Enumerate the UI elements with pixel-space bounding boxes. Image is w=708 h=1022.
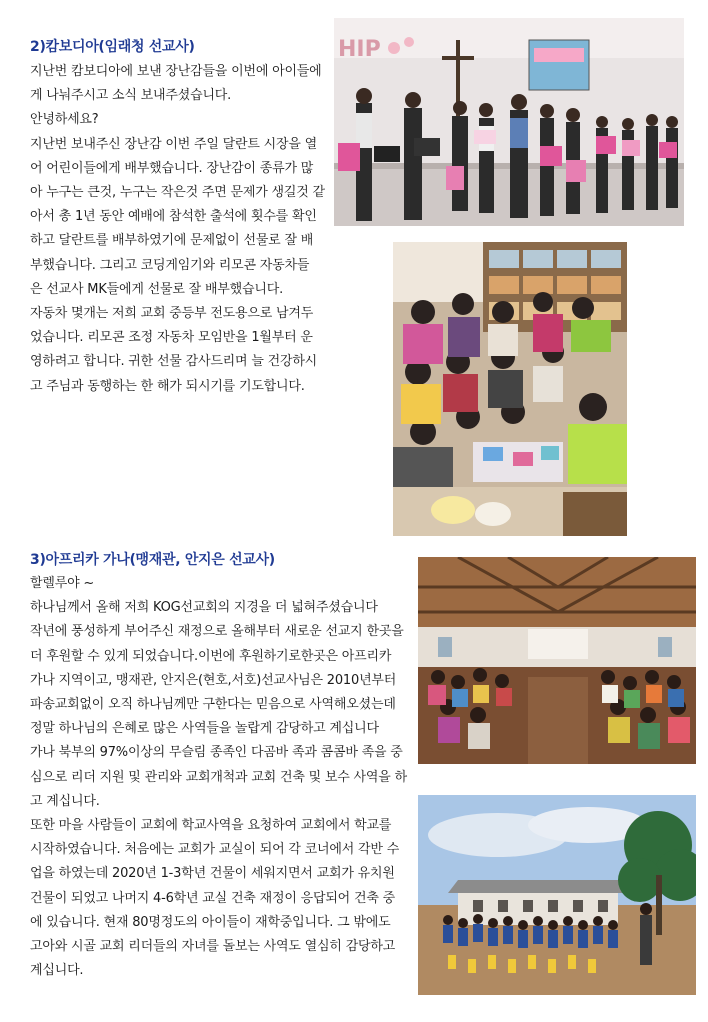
ghana-line: 가나 지역이고, 맹재관, 안지은(현호,서호)선교사님은 2010년부터	[30, 672, 397, 688]
section-heading-ghana: 3)아프리카 가나(맹재관, 안지은 선교사)	[30, 552, 275, 568]
cambodia-line: 안녕하세요?	[30, 112, 99, 128]
cambodia-line: 아서 총 1년 동안 예배에 참석한 출석에 횟수를 확인	[30, 209, 317, 225]
ghana-line: 고 계십니다.	[30, 793, 100, 809]
ghana-line: 시작하였습니다. 처음에는 교회가 교실이 되어 각 코너에서 각반 수	[30, 842, 400, 858]
ghana-line: 할렐루야 ~	[30, 576, 95, 591]
cambodia-line: 은 선교사 MK들에게 선물로 잘 배부했습니다.	[30, 281, 284, 297]
ghana-line: 작년에 풍성하게 부어주신 재정으로 올해부터 새로운 선교지 한곳을	[30, 624, 404, 640]
ghana-body-text	[30, 572, 407, 983]
ghana-line: 더 후원할 수 있게 되었습니다.이번에 후원하기로한곳은 아프리카	[30, 648, 392, 664]
cambodia-line: 부했습니다. 그리고 코딩게임기와 리모콘 자동차들	[30, 257, 310, 273]
cambodia-line: 게 나눠주시고 소식 보내주셨습니다.	[30, 88, 232, 104]
school-outdoor-photo	[418, 795, 696, 995]
cambodia-line: 자동차 몇개는 저희 교회 중등부 전도용으로 남겨두	[30, 306, 314, 322]
ghana-line: 에 있습니다. 현재 80명정도의 아이들이 재학중입니다. 그 밖에도	[30, 914, 391, 930]
ghana-line: 가나 북부의 97%이상의 무슬림 종족인 다곰바 족과 콤콤바 족을 중	[30, 745, 403, 761]
banner-text: HIP	[338, 37, 381, 62]
ghana-line: 정말 하나님의 은혜로 많은 사역들을 놀랍게 감당하고 계십니다	[30, 721, 379, 737]
cambodia-line: 아 누구는 큰것, 누구는 작은것 주면 문제가 생길것 같	[30, 185, 325, 201]
cambodia-body-text	[30, 60, 325, 399]
cambodia-line: 영하려고 합니다. 귀한 선물 감사드리며 늘 건강하시	[30, 354, 318, 370]
ghana-line: 파송교회없이 오직 하나님께만 구한다는 믿음으로 사역해오셨는데	[30, 697, 396, 713]
cambodia-line: 하고 달란트를 배부하였기에 문제없이 선물로 잘 배	[30, 233, 314, 249]
church-interior-photo	[418, 557, 696, 764]
ghana-line: 고아와 시골 교회 리더들의 자녀를 돌보는 사역도 열심히 감당하고	[30, 939, 396, 955]
cambodia-line: 지난번 보내주신 장난감 이번 주일 달란트 시장을 열	[30, 136, 318, 152]
ghana-line: 하나님께서 올해 저희 KOG선교회의 지경을 더 넓혀주셨습니다	[30, 600, 378, 616]
ghana-line: 또한 마을 사람들이 교회에 학교사역을 요청하여 교회에서 학교를	[30, 818, 392, 834]
cambodia-line: 고 주님과 동행하는 한 해가 되시기를 기도합니다.	[30, 378, 305, 394]
ghana-line: 심으로 리더 지원 및 관리와 교회개척과 교회 건축 및 보수 사역을 하	[30, 769, 407, 785]
ghana-line: 계십니다.	[30, 963, 84, 979]
section-heading-cambodia: 2)캄보디아(임래청 선교사)	[30, 39, 195, 55]
cambodia-line: 었습니다. 리모콘 조정 자동차 모임반을 1월부터 운	[30, 330, 313, 346]
church-group-photo	[334, 18, 684, 226]
ghana-line: 업을 하였는데 2020년 1-3학년 건물이 세워지면서 교회가 유치원	[30, 866, 395, 882]
children-library-photo	[393, 242, 627, 536]
cambodia-line: 어 어린이들에게 배부했습니다. 장난감이 종류가 많	[30, 160, 314, 176]
cambodia-line: 지난번 캄보디아에 보낸 장난감들을 이번에 아이들에	[30, 64, 322, 79]
ghana-line: 건물이 되었고 나머지 4-6학년 교실 건축 재정이 응답되어 건축 중	[30, 890, 395, 906]
